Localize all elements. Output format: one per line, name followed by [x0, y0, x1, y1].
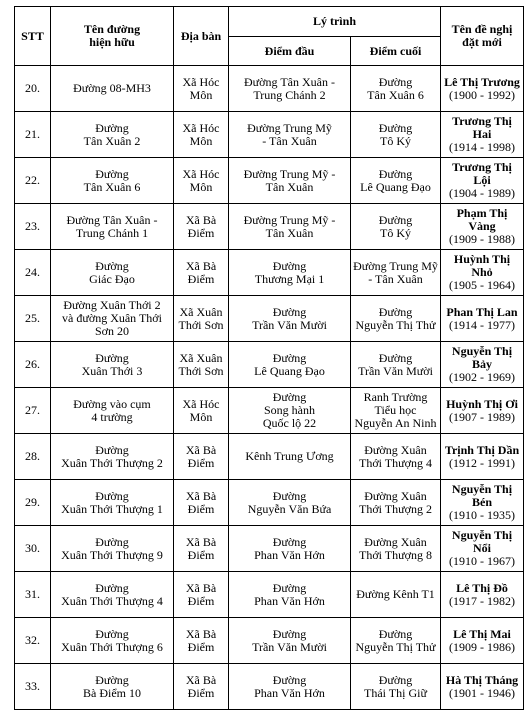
- cell-existing-name: [51, 618, 174, 664]
- cell-area: [174, 480, 229, 526]
- table-body: [15, 66, 524, 710]
- lifespan-years: (1907 - 1989): [449, 409, 515, 424]
- table-row: [15, 618, 524, 664]
- cell-proposed-name: [441, 342, 524, 388]
- start-point-line: - Tân Xuân: [262, 133, 317, 148]
- existing-name-line: Tân Xuân 2: [83, 133, 141, 148]
- cell-start-point: [229, 664, 351, 710]
- area-line: Điểm: [187, 639, 215, 654]
- area-line: Xã Bà: [185, 672, 217, 687]
- area-line: Xã Bà: [185, 442, 217, 457]
- cell-proposed-name: [441, 664, 524, 710]
- proposed-name-line: Lê Thị Mai: [453, 626, 511, 641]
- cell-proposed-name: [441, 618, 524, 664]
- cell-proposed-name: [441, 572, 524, 618]
- header-proposed-line: đặt mới: [462, 35, 502, 49]
- lifespan-years: (1910 - 1967): [449, 554, 515, 568]
- cell-proposed-name: [441, 296, 524, 342]
- start-point-line: Đường: [272, 626, 307, 641]
- cell-end-point: [351, 388, 441, 434]
- existing-name-line: Xuân Thới 3: [81, 363, 143, 378]
- cell-end-point: [351, 618, 441, 664]
- cell-start-point: [229, 480, 351, 526]
- cell-proposed-name: [441, 388, 524, 434]
- table-row: [15, 388, 524, 434]
- existing-name-line: Bà Điểm 10: [83, 685, 141, 700]
- start-point-line: Đường Tân Xuân -: [244, 74, 335, 89]
- existing-name-line: Đường: [95, 120, 129, 135]
- end-point-line: Tiểu học: [374, 403, 417, 417]
- end-point-line: Thới Thượng 4: [359, 455, 432, 470]
- existing-name-line: Đường: [95, 488, 129, 503]
- cell-start-point: [229, 342, 351, 388]
- existing-name-line: Sơn 20: [94, 324, 130, 338]
- start-point-line: Đường: [272, 534, 307, 549]
- cell-end-point: [351, 112, 441, 158]
- cell-stt: 20.: [15, 66, 51, 112]
- cell-stt: 31.: [15, 572, 51, 618]
- end-point-line: Trần Văn Mười: [358, 363, 433, 378]
- area-line: Xã Bà: [185, 258, 217, 273]
- header-existing-name-line: Tên đường: [83, 22, 141, 36]
- end-point-line: Nguyễn Thị Thử: [355, 639, 436, 654]
- lifespan-years: (1902 - 1969): [449, 370, 515, 384]
- area-line: Xã Bà: [185, 534, 217, 549]
- area-line: Xã Bà: [185, 488, 217, 503]
- cell-end-point: [351, 296, 441, 342]
- lifespan-years: (1904 - 1989): [449, 186, 515, 200]
- table-row: [15, 112, 524, 158]
- proposed-name-line: Bảy: [471, 357, 492, 371]
- start-point-line: Phan Văn Hớn: [254, 685, 325, 700]
- area-line: Điểm: [187, 593, 215, 608]
- area-line: Điểm: [187, 501, 215, 516]
- cell-existing-name: [51, 66, 174, 112]
- cell-stt: 22.: [15, 158, 51, 204]
- cell-end-point: [351, 342, 441, 388]
- cell-existing-name: [51, 250, 174, 296]
- area-line: Xã Xuân: [179, 350, 223, 365]
- cell-existing-name: [51, 204, 174, 250]
- cell-existing-name: [51, 434, 174, 480]
- cell-stt: 24.: [15, 250, 51, 296]
- existing-name-line: Xuân Thới Thượng 2: [61, 455, 163, 470]
- cell-area: [174, 342, 229, 388]
- cell-stt: 33.: [15, 664, 51, 710]
- lifespan-years: (1901 - 1946): [449, 685, 515, 700]
- cell-existing-name: [51, 342, 174, 388]
- cell-start-point: [229, 204, 351, 250]
- cell-proposed-name: [441, 526, 524, 572]
- lifespan-years: (1917 - 1982): [449, 593, 515, 608]
- lifespan-years: (1905 - 1964): [449, 278, 515, 292]
- cell-proposed-name: [441, 204, 524, 250]
- start-point-line: Phan Văn Hớn: [254, 593, 325, 608]
- area-line: Xã Hóc: [182, 120, 220, 135]
- table-row: [15, 434, 524, 480]
- cell-area: [174, 66, 229, 112]
- cell-end-point: [351, 434, 441, 480]
- area-line: Xã Hóc: [182, 396, 220, 411]
- lifespan-years: (1912 - 1991): [449, 455, 515, 470]
- proposed-name-line: Trương Thị: [452, 114, 512, 128]
- start-point-line: Tân Xuân: [265, 225, 314, 240]
- cell-proposed-name: [441, 250, 524, 296]
- existing-name-line: Đường Xuân Thới 2: [63, 298, 161, 312]
- start-point-line: Đường: [272, 390, 307, 404]
- cell-end-point: [351, 250, 441, 296]
- cell-area: [174, 250, 229, 296]
- end-point-line: Thới Thượng 8: [359, 547, 432, 562]
- area-line: Thới Sơn: [178, 363, 224, 378]
- end-point-line: Tân Xuân 6: [367, 87, 424, 102]
- header-start: Điểm đầu: [229, 37, 351, 66]
- cell-start-point: [229, 388, 351, 434]
- cell-stt: 29.: [15, 480, 51, 526]
- existing-name-line: và đường Xuân Thới: [62, 311, 162, 325]
- cell-proposed-name: [441, 480, 524, 526]
- cell-stt: 23.: [15, 204, 51, 250]
- area-line: Môn: [189, 409, 213, 424]
- proposed-name-line: Huỳnh Thị Ơi: [446, 396, 518, 411]
- lifespan-years: (1909 - 1988): [449, 232, 515, 246]
- start-point-line: Đường: [272, 580, 307, 595]
- proposed-name-line: Lê Thị Đồ: [456, 580, 508, 595]
- proposed-name-line: Trương Thị: [452, 160, 512, 174]
- start-point-line: Quốc lộ 22: [262, 416, 317, 430]
- cell-end-point: [351, 66, 441, 112]
- cell-start-point: [229, 572, 351, 618]
- header-end: Điểm cuối: [351, 37, 441, 66]
- end-point-line: Đường Xuân: [364, 442, 427, 457]
- end-point-line: Đường Xuân: [364, 534, 427, 549]
- table-row: [15, 296, 524, 342]
- cell-stt: 32.: [15, 618, 51, 664]
- table-row: [15, 526, 524, 572]
- existing-name-line: Đường: [95, 442, 129, 457]
- existing-name-line: Đường: [95, 672, 129, 687]
- proposed-name-line: Phan Thị Lan: [446, 304, 518, 319]
- cell-proposed-name: [441, 158, 524, 204]
- cell-start-point: [229, 296, 351, 342]
- existing-name-line: Xuân Thới Thượng 1: [61, 501, 163, 516]
- end-point-line: Lê Quang Đạo: [360, 179, 431, 194]
- cell-start-point: [229, 112, 351, 158]
- table-row: [15, 66, 524, 112]
- area-line: Điểm: [187, 547, 215, 562]
- lifespan-years: (1910 - 1935): [449, 508, 515, 522]
- area-line: Xã Hóc: [182, 166, 220, 181]
- cell-existing-name: [51, 158, 174, 204]
- existing-name-line: Đường: [95, 626, 129, 641]
- start-point-line: Đường: [272, 304, 307, 319]
- table-row: [15, 572, 524, 618]
- start-point-line: Song hành: [264, 403, 315, 417]
- start-point-line: Lê Quang Đạo: [254, 363, 325, 378]
- cell-start-point: [229, 250, 351, 296]
- existing-name-line: Đường Tân Xuân -: [66, 212, 158, 227]
- cell-end-point: [351, 480, 441, 526]
- existing-name-line: Xuân Thới Thượng 6: [61, 639, 163, 654]
- cell-end-point: [351, 526, 441, 572]
- end-point-line: Tô Ký: [380, 225, 411, 240]
- cell-area: [174, 296, 229, 342]
- start-point-line: Phan Văn Hớn: [254, 547, 325, 562]
- existing-name-line: Đường vào cụm: [73, 396, 151, 411]
- lifespan-years: (1914 - 1998): [449, 140, 515, 154]
- header-existing-name: [51, 7, 174, 66]
- cell-area: [174, 204, 229, 250]
- start-point-line: Trần Văn Mười: [252, 317, 327, 332]
- area-line: Thới Sơn: [178, 317, 224, 332]
- start-point-line: Tân Xuân: [265, 179, 314, 194]
- start-point-line: Đường: [272, 258, 307, 273]
- cell-existing-name: [51, 112, 174, 158]
- proposed-name-line: Hà Thị Tháng: [445, 672, 519, 687]
- proposed-name-line: Phạm Thị: [456, 206, 508, 220]
- street-naming-table: [14, 6, 524, 710]
- cell-area: [174, 112, 229, 158]
- start-point-line: Đường: [272, 488, 307, 503]
- start-point-line: Kênh Trung Ương: [245, 449, 334, 463]
- header-route: Lý trình: [229, 7, 441, 37]
- cell-area: [174, 572, 229, 618]
- start-point-line: Đường: [272, 350, 307, 365]
- proposed-name-line: Hai: [472, 127, 492, 141]
- start-point-line: Thương Mại 1: [254, 271, 325, 286]
- existing-name-line: Đường: [95, 258, 129, 273]
- area-line: Môn: [189, 133, 213, 148]
- cell-stt: 21.: [15, 112, 51, 158]
- end-point-line: Đường: [378, 350, 413, 365]
- table-row: [15, 480, 524, 526]
- cell-area: [174, 388, 229, 434]
- start-point-line: Trần Văn Mười: [252, 639, 327, 654]
- cell-existing-name: [51, 296, 174, 342]
- proposed-name-line: Trịnh Thị Dần: [444, 442, 520, 457]
- end-point-line: Đường: [378, 120, 413, 135]
- existing-name-line: Đường: [95, 350, 129, 365]
- area-line: Xã Xuân: [179, 304, 223, 319]
- end-point-line: Đường: [378, 304, 413, 319]
- street-naming-table-wrapper: [14, 6, 524, 710]
- cell-proposed-name: [441, 434, 524, 480]
- area-line: Điểm: [187, 455, 215, 470]
- cell-end-point: [351, 158, 441, 204]
- end-point-line: Ranh Trường: [363, 390, 428, 404]
- cell-area: [174, 158, 229, 204]
- end-point-line: Đường: [378, 672, 413, 687]
- cell-end-point: [351, 204, 441, 250]
- start-point-line: Trung Chánh 2: [253, 87, 326, 102]
- existing-name-line: Xuân Thới Thượng 9: [61, 547, 163, 562]
- cell-end-point: [351, 664, 441, 710]
- existing-name-line: Đường: [95, 166, 129, 181]
- start-point-line: Đường: [272, 672, 307, 687]
- table-row: [15, 158, 524, 204]
- lifespan-years: (1914 - 1977): [449, 317, 515, 332]
- proposed-name-line: Nguyễn Thị: [451, 344, 513, 358]
- header-area: Địa bàn: [174, 7, 229, 66]
- end-point-line: Thới Thượng 2: [359, 501, 432, 516]
- existing-name-line: Đường 08-MH3: [73, 81, 151, 95]
- header-proposed-name: [441, 7, 524, 66]
- end-point-line: Thái Thị Giữ: [364, 685, 427, 700]
- proposed-name-line: Bén: [471, 495, 492, 509]
- proposed-name-line: Vàng: [468, 219, 496, 233]
- cell-stt: 25.: [15, 296, 51, 342]
- existing-name-line: Giác Đạo: [89, 271, 135, 286]
- table-row: [15, 342, 524, 388]
- cell-existing-name: [51, 664, 174, 710]
- proposed-name-line: Nguyễn Thị: [451, 482, 513, 496]
- end-point-line: Nguyễn An Ninh: [354, 416, 437, 430]
- header-existing-name-line: hiện hữu: [89, 35, 135, 49]
- start-point-line: Đường Trung Mỹ: [247, 120, 332, 135]
- cell-area: [174, 526, 229, 572]
- cell-stt: 26.: [15, 342, 51, 388]
- cell-stt: 27.: [15, 388, 51, 434]
- end-point-line: Đường: [378, 74, 413, 89]
- cell-existing-name: [51, 526, 174, 572]
- area-line: Xã Bà: [185, 580, 217, 595]
- cell-existing-name: [51, 388, 174, 434]
- start-point-line: Đường Trung Mỹ -: [243, 212, 336, 227]
- area-line: Xã Bà: [185, 212, 217, 227]
- proposed-name-line: Nổi: [473, 541, 491, 555]
- area-line: Điểm: [187, 685, 215, 700]
- proposed-name-line: Lê Thị Trương: [444, 74, 520, 89]
- header-stt: STT: [15, 7, 51, 66]
- area-line: Môn: [189, 87, 213, 102]
- cell-end-point: [351, 572, 441, 618]
- cell-area: [174, 664, 229, 710]
- end-point-line: Đường Kênh T1: [356, 587, 435, 601]
- end-point-line: Đường Xuân: [364, 488, 427, 503]
- area-line: Môn: [189, 179, 213, 194]
- lifespan-years: (1909 - 1986): [449, 639, 515, 654]
- table-row: [15, 664, 524, 710]
- cell-stt: 30.: [15, 526, 51, 572]
- proposed-name-line: Huỳnh Thị: [453, 252, 511, 266]
- existing-name-line: Tân Xuân 6: [83, 179, 141, 194]
- cell-start-point: [229, 526, 351, 572]
- area-line: Xã Bà: [185, 626, 217, 641]
- area-line: Điểm: [187, 271, 215, 286]
- end-point-line: Đường: [378, 212, 413, 227]
- end-point-line: Đường: [378, 626, 413, 641]
- existing-name-line: Xuân Thới Thượng 4: [61, 593, 163, 608]
- cell-area: [174, 434, 229, 480]
- proposed-name-line: Lội: [473, 173, 491, 187]
- cell-area: [174, 618, 229, 664]
- header-proposed-line: Tên đề nghị: [451, 22, 513, 36]
- cell-start-point: [229, 158, 351, 204]
- existing-name-line: 4 trường: [91, 409, 133, 424]
- end-point-line: Đường Trung Mỹ: [353, 258, 438, 273]
- cell-start-point: [229, 618, 351, 664]
- area-line: Điểm: [187, 225, 215, 240]
- proposed-name-line: Nhỏ: [471, 265, 493, 279]
- lifespan-years: (1900 - 1992): [449, 87, 515, 102]
- existing-name-line: Trung Chánh 1: [75, 225, 149, 240]
- area-line: Xã Hóc: [182, 74, 220, 89]
- cell-stt: 28.: [15, 434, 51, 480]
- table-row: [15, 204, 524, 250]
- end-point-line: Đường: [378, 166, 413, 181]
- end-point-line: Tô Ký: [380, 133, 411, 148]
- end-point-line: - Tân Xuân: [368, 271, 423, 286]
- table-row: [15, 250, 524, 296]
- end-point-line: Nguyễn Thị Thử: [355, 317, 436, 332]
- existing-name-line: Đường: [95, 534, 129, 549]
- cell-existing-name: [51, 572, 174, 618]
- existing-name-line: Đường: [95, 580, 129, 595]
- start-point-line: Đường Trung Mỹ -: [243, 166, 336, 181]
- start-point-line: Nguyễn Văn Bứa: [247, 501, 332, 516]
- cell-existing-name: [51, 480, 174, 526]
- cell-start-point: [229, 66, 351, 112]
- proposed-name-line: Nguyễn Thị: [451, 528, 513, 542]
- cell-proposed-name: [441, 66, 524, 112]
- cell-proposed-name: [441, 112, 524, 158]
- cell-start-point: [229, 434, 351, 480]
